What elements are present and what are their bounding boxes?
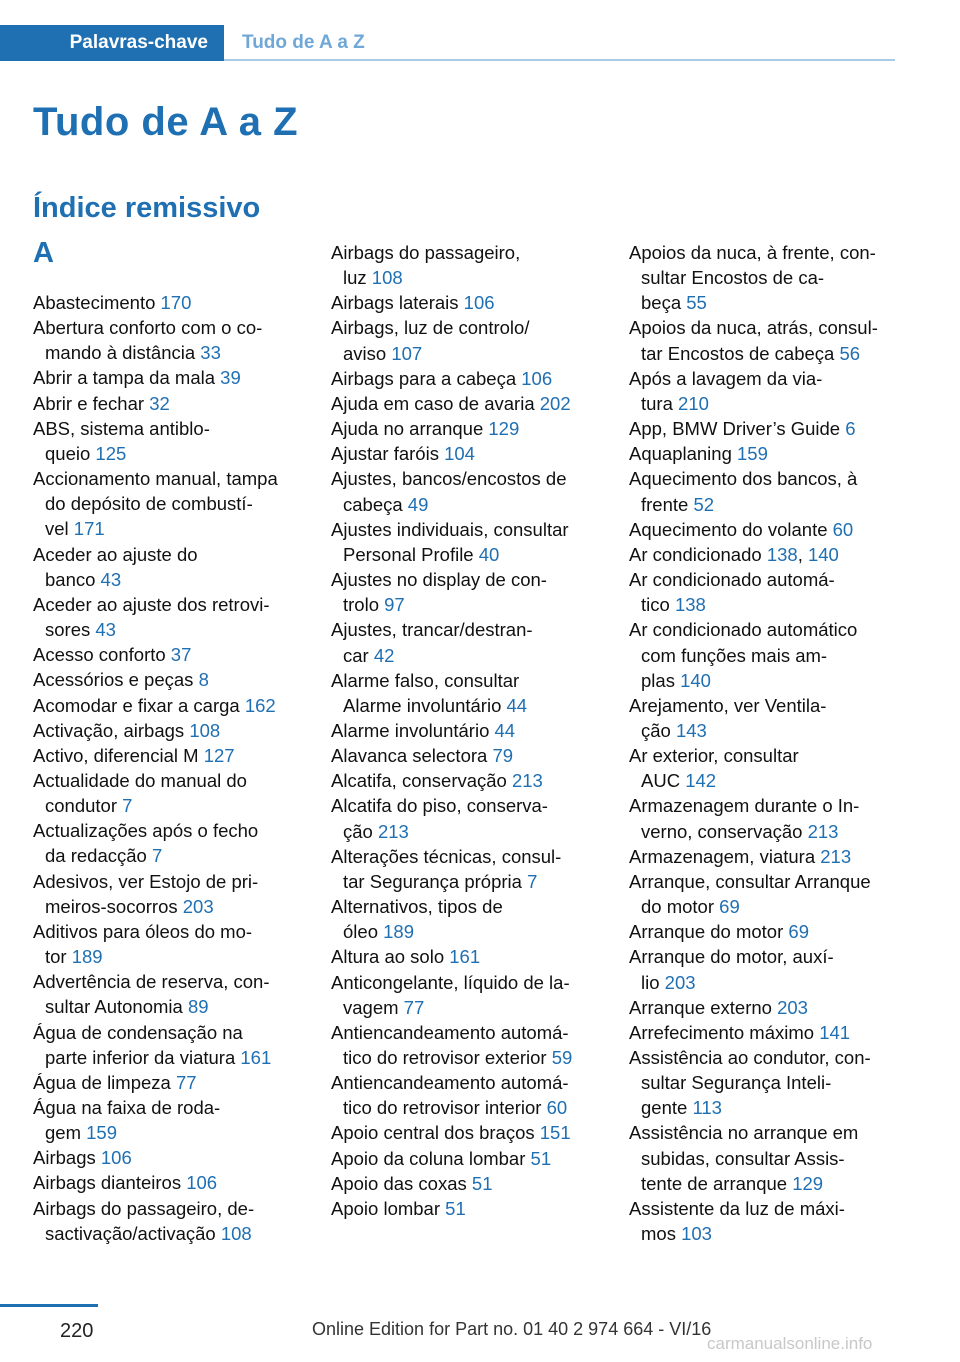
index-entry — [331, 290, 609, 315]
page-link[interactable]: 51 — [471, 1172, 493, 1194]
index-entry-text: Ajuda no arranque — [331, 418, 484, 440]
index-entry-text: cabeça — [343, 493, 403, 515]
index-entry — [331, 668, 609, 718]
index-entry-text: Apoios da nuca, à frente, con‐ — [629, 242, 876, 263]
page-link[interactable]: 52 — [693, 493, 715, 515]
page-link[interactable]: 107 — [391, 342, 423, 364]
index-entry-text: Airbags — [33, 1147, 96, 1169]
index-entry-text: Ar condicionado automá‐ — [629, 569, 835, 591]
index-entry — [33, 642, 311, 667]
index-entry-text: mando à distância — [45, 342, 196, 364]
index-entry-text: Água de condensação na — [33, 1021, 243, 1043]
page-link[interactable]: 210 — [678, 392, 709, 414]
page-link[interactable]: 125 — [95, 442, 127, 464]
page-link[interactable]: 55 — [686, 292, 707, 314]
index-entry-text: Após a lavagem da via‐ — [629, 367, 823, 389]
page-link[interactable]: 37 — [170, 644, 192, 666]
page-link[interactable]: 171 — [73, 518, 105, 540]
page-link[interactable]: 69 — [788, 921, 809, 943]
index-entry-text: sultar Segurança Inteli‐ — [641, 1072, 832, 1094]
index-entry — [33, 869, 311, 919]
index-entry — [33, 1095, 311, 1145]
index-entry — [629, 441, 901, 466]
index-entry — [331, 1146, 609, 1171]
page-link[interactable]: 97 — [384, 594, 405, 616]
index-entry-text: com funções mais am‐ — [641, 644, 828, 666]
index-entry-text: Anticongelante, líquido de la‐ — [331, 971, 570, 993]
tab-palavras-chave[interactable]: Palavras-chave — [0, 25, 224, 61]
page-link[interactable]: 143 — [675, 719, 707, 741]
index-entry-text: Aceder ao ajuste dos retrovi‐ — [33, 593, 270, 615]
index-entry-text: Arejamento, ver Ventila‐ — [629, 694, 827, 716]
page-link[interactable]: 6 — [845, 418, 856, 440]
page-link[interactable]: 189 — [71, 946, 103, 968]
index-entry-text: Alcatifa do piso, conserva‐ — [331, 795, 548, 817]
index-entry — [331, 466, 609, 516]
index-entry — [33, 818, 311, 868]
index-entry — [331, 944, 609, 969]
index-entry — [629, 466, 901, 516]
page-link[interactable]: 43 — [100, 568, 122, 590]
index-entry — [629, 315, 901, 365]
page-link[interactable]: 159 — [737, 443, 768, 465]
index-entry — [33, 315, 311, 365]
index-entry-text: tico do retrovisor interior — [343, 1097, 542, 1119]
index-entry-text: sultar Autonomia — [45, 996, 183, 1018]
index-entry — [331, 894, 609, 944]
page-link[interactable]: 213 — [511, 770, 543, 792]
index-column-1 — [33, 290, 311, 1246]
index-entry-text: Personal Profile — [343, 543, 474, 565]
index-entry-text: Advertência de reserva, con‐ — [33, 971, 270, 993]
page-link[interactable]: 141 — [819, 1021, 851, 1043]
page-link[interactable]: 106 — [100, 1147, 132, 1169]
index-entry-text: tente de arranque — [641, 1172, 788, 1194]
page-link[interactable]: 104 — [444, 443, 475, 465]
index-entry-text: Activação, airbags — [33, 719, 185, 741]
index-entry-text: Abertura conforto com o co‐ — [33, 317, 263, 339]
index-entry-text: óleo — [343, 921, 378, 943]
index-entry-text: Ajustar faróis — [331, 443, 439, 465]
index-entry-text: Aditivos para óleos do mo‐ — [33, 920, 253, 942]
index-column-3 — [629, 240, 901, 1246]
index-entry — [629, 995, 901, 1020]
index-entry — [33, 1020, 311, 1070]
index-entry-text: Altura ao solo — [331, 946, 445, 968]
index-entry-text: Actualidade do manual do — [33, 769, 247, 791]
index-entry — [629, 240, 901, 315]
page-link[interactable]: 79 — [492, 745, 514, 767]
index-entry — [629, 919, 901, 944]
index-entry-text: gente — [641, 1097, 688, 1119]
page-link[interactable]: 138 — [674, 594, 706, 616]
index-entry-text: Armazenagem, viatura — [629, 845, 816, 867]
index-entry-text: Acomodar e fixar a carga — [33, 694, 240, 716]
index-entry-text: tar Encostos de cabeça — [641, 342, 835, 364]
index-entry-text: vagem — [343, 996, 399, 1018]
index-entry — [331, 1070, 609, 1120]
index-entry — [331, 793, 609, 843]
page-link[interactable]: 108 — [189, 719, 221, 741]
index-entry — [331, 743, 609, 768]
index-entry — [629, 944, 901, 994]
index-entry-text: ção — [343, 820, 373, 842]
index-entry-text: Arranque, consultar Arranque — [629, 870, 871, 892]
page-link[interactable]: 203 — [664, 971, 696, 993]
page-link[interactable]: 106 — [186, 1172, 218, 1194]
page-link[interactable]: 129 — [488, 418, 520, 440]
page-link[interactable]: 77 — [175, 1071, 197, 1093]
index-entry — [629, 1120, 901, 1195]
page-link[interactable]: 7 — [122, 795, 133, 817]
index-entry — [331, 416, 609, 441]
index-entry-text: App, BMW Driver’s Guide — [629, 418, 841, 440]
index-entry-text: Adesivos, ver Estojo de pri‐ — [33, 870, 259, 892]
page-link[interactable]: 106 — [463, 292, 495, 314]
index-entry — [331, 970, 609, 1020]
page-link[interactable]: 140 — [807, 543, 839, 565]
header-tabs — [0, 25, 895, 61]
index-entry-text: luz — [343, 267, 367, 289]
section-title: Índice remissivo — [33, 192, 261, 224]
index-entry-text: Ajustes, bancos/encostos de — [331, 468, 567, 490]
page-link[interactable]: 202 — [539, 392, 571, 414]
page-link[interactable]: 159 — [86, 1122, 118, 1144]
page-link[interactable]: 108 — [371, 267, 403, 289]
index-entry-text: Airbags dianteiros — [33, 1172, 182, 1194]
index-entry-text: Alarme involuntário — [343, 694, 502, 716]
index-entry-text: Alcatifa, conservação — [331, 770, 507, 792]
index-entry-text: Acessórios e peças — [33, 669, 194, 691]
index-entry — [33, 693, 311, 718]
page-link[interactable]: 203 — [182, 895, 214, 917]
page-link[interactable]: 189 — [383, 921, 414, 943]
index-entry — [629, 416, 901, 441]
index-entry — [33, 768, 311, 818]
index-entry-text: Ar condicionado — [629, 543, 762, 565]
index-entry-text: Abastecimento — [33, 292, 156, 313]
page-link[interactable]: 89 — [187, 996, 209, 1018]
index-entry — [331, 441, 609, 466]
index-entry-text: Airbags laterais — [331, 292, 459, 314]
page-link[interactable]: 56 — [839, 342, 861, 364]
page-link[interactable]: 51 — [530, 1147, 552, 1169]
index-entry-text: Ajustes, trancar/destran‐ — [331, 619, 533, 641]
index-entry — [33, 1196, 311, 1246]
index-entry-text: Aquecimento do volante — [629, 518, 828, 540]
index-entry-text: ABS, sistema antiblo‐ — [33, 417, 210, 439]
index-entry-text: Acesso conforto — [33, 644, 166, 666]
index-entry — [33, 969, 311, 1019]
page-link[interactable]: 7 — [527, 870, 538, 892]
index-entry — [33, 1170, 311, 1195]
index-entry-text: Abrir e fechar — [33, 392, 145, 414]
page-link[interactable]: 103 — [681, 1223, 712, 1245]
index-entry-text: subidas, consultar Assis‐ — [641, 1147, 845, 1169]
page-link[interactable]: 213 — [377, 820, 409, 842]
index-entry-text: plas — [641, 669, 675, 691]
index-entry — [629, 366, 901, 416]
index-entry — [33, 1070, 311, 1095]
page-link[interactable]: 170 — [160, 292, 192, 313]
page-link[interactable]: 44 — [494, 719, 516, 741]
index-entry — [629, 567, 901, 617]
index-entry — [33, 1145, 311, 1170]
index-entry — [629, 844, 901, 869]
index-entry-text: verno, conservação — [641, 820, 803, 842]
index-entry — [629, 869, 901, 919]
index-entry-text: Apoios da nuca, atrás, consul‐ — [629, 317, 878, 339]
index-entry-text: parte inferior da viatura — [45, 1046, 236, 1068]
index-entry-text: Antiencandeamento automá‐ — [331, 1072, 569, 1094]
page-link[interactable]: 32 — [149, 392, 170, 414]
index-entry-text: Actualizações após o fecho — [33, 820, 259, 842]
index-entry-text: Água na faixa de roda‐ — [33, 1097, 221, 1118]
index-entry-text: Airbags para a cabeça — [331, 367, 517, 389]
page-link[interactable]: 203 — [777, 996, 808, 1018]
page-link[interactable]: 113 — [692, 1097, 722, 1119]
index-entry-text: aviso — [343, 342, 387, 364]
watermark: carmanualsonline.info — [707, 1334, 873, 1353]
index-entry-text: Ar condicionado automático — [629, 619, 858, 641]
index-entry — [331, 240, 609, 290]
index-entry — [331, 517, 609, 567]
page-number: 220 — [60, 1320, 94, 1342]
page-link[interactable]: 213 — [820, 845, 852, 867]
index-entry — [331, 844, 609, 894]
page-link[interactable]: 129 — [792, 1172, 824, 1194]
index-letter-heading: A — [33, 237, 54, 269]
index-entry — [331, 567, 609, 617]
page-link[interactable]: 44 — [506, 694, 528, 716]
index-entry-text: Alarme involuntário — [331, 719, 490, 741]
index-entry-text: Arrefecimento máximo — [629, 1021, 815, 1043]
index-entry-text: Ajustes individuais, consultar — [331, 518, 569, 540]
page-link[interactable]: 127 — [203, 744, 235, 766]
index-entry-text: condutor — [45, 795, 117, 817]
index-entry-text: do depósito de combustí‐ — [45, 493, 253, 515]
page-link[interactable]: 108 — [220, 1222, 252, 1244]
index-entry — [629, 1045, 901, 1120]
index-entry — [331, 1171, 609, 1196]
index-entry-text: Alarme falso, consultar — [331, 669, 520, 691]
index-entry-text: lio — [641, 971, 660, 993]
page-link[interactable]: 69 — [719, 896, 740, 918]
index-entry — [33, 592, 311, 642]
index-entry-text: Accionamento manual, tampa — [33, 468, 278, 490]
index-entry-text: AUC — [641, 770, 681, 792]
index-entry-text: trolo — [343, 594, 379, 616]
index-entry — [331, 366, 609, 391]
index-entry-text: Antiencandeamento automá‐ — [331, 1021, 569, 1043]
page-link[interactable]: 60 — [832, 518, 854, 540]
index-entry-text: beça — [641, 292, 682, 314]
index-entry-text: Assistência ao condutor, con‐ — [629, 1047, 871, 1068]
index-entry-text: Airbags do passageiro, — [331, 242, 521, 263]
index-entry-text: vel — [45, 518, 69, 540]
tab-tudo-de-a-a-z[interactable]: Tudo de A a Z — [242, 32, 365, 53]
index-entry — [33, 290, 311, 315]
header-divider — [224, 59, 895, 61]
index-entry-text: Apoio da coluna lombar — [331, 1147, 526, 1169]
index-entry — [331, 315, 609, 365]
index-entry — [33, 919, 311, 969]
index-entry-text: sores — [45, 619, 91, 641]
page-link[interactable]: 60 — [546, 1097, 568, 1119]
page-link[interactable]: 161 — [240, 1046, 272, 1068]
index-entry-text: tura — [641, 392, 673, 414]
index-entry — [629, 1020, 901, 1045]
page-link[interactable]: 49 — [407, 493, 429, 515]
footer-rule — [0, 1304, 98, 1307]
index-entry-text: banco — [45, 568, 96, 590]
index-entry-text: Airbags do passageiro, de‐ — [33, 1197, 255, 1219]
page-link[interactable]: 77 — [403, 996, 425, 1018]
page-title: Tudo de A a Z — [33, 100, 298, 144]
page-link[interactable]: 33 — [200, 342, 221, 364]
index-entry — [629, 743, 901, 793]
page-link[interactable]: 106 — [521, 367, 553, 389]
index-entry-text: do motor — [641, 896, 715, 918]
index-entry-text: sultar Encostos de ca‐ — [641, 267, 825, 289]
index-entry-text: tar Segurança própria — [343, 870, 522, 892]
index-entry — [33, 667, 311, 692]
index-entry-text: Activo, diferencial M — [33, 744, 199, 766]
index-entry — [629, 693, 901, 743]
index-entry-text: Arranque do motor — [629, 921, 784, 943]
index-entry: Ar condicionado 138, 140 — [629, 543, 839, 565]
index-entry — [629, 1196, 901, 1246]
index-entry-text: meiros-socorros — [45, 895, 178, 917]
index-entry-text: da redacção — [45, 845, 147, 867]
page-link[interactable]: 142 — [685, 770, 717, 792]
index-entry — [33, 743, 311, 768]
index-entry-text: Apoio central dos braços — [331, 1122, 535, 1144]
index-entry-text: sactivação/activação — [45, 1222, 216, 1244]
index-entry — [33, 466, 311, 541]
page-link[interactable]: 43 — [95, 619, 116, 641]
page-link[interactable]: 140 — [680, 669, 711, 691]
index-entry — [33, 542, 311, 592]
index-entry-text: tor — [45, 946, 67, 968]
index-entry — [331, 768, 609, 793]
index-entry-text: Arranque do motor, auxí‐ — [629, 946, 834, 968]
index-entry — [331, 1120, 609, 1145]
index-entry — [629, 793, 901, 843]
index-entry-text: Aquecimento dos bancos, à — [629, 468, 858, 490]
index-entry-text: Abrir a tampa da mala — [33, 367, 216, 389]
index-entry-text: mos — [641, 1223, 676, 1245]
index-entry-text: tico — [641, 594, 670, 616]
index-entry — [331, 391, 609, 416]
index-entry-text: frente — [641, 493, 689, 515]
index-entry — [33, 416, 311, 466]
index-entry — [331, 1196, 609, 1221]
page-link[interactable]: 51 — [445, 1197, 466, 1219]
index-entry-text: Alterações técnicas, consul‐ — [331, 845, 562, 867]
page-link[interactable]: 213 — [807, 820, 839, 842]
edition-note: Online Edition for Part no. 01 40 2 974 664 - VI/16 — [312, 1319, 712, 1339]
page-link[interactable]: 39 — [220, 367, 241, 389]
index-entry — [331, 617, 609, 667]
index-entry-text: Armazenagem durante o In‐ — [629, 795, 860, 817]
index-entry — [331, 718, 609, 743]
index-entry-text: Arranque externo — [629, 996, 772, 1018]
index-entry-text: Ar exterior, consultar — [629, 745, 799, 767]
index-column-2 — [331, 240, 609, 1221]
page-link[interactable]: 7 — [151, 845, 163, 867]
index-entry-text: Ajuda em caso de avaria — [331, 392, 535, 414]
index-entry-text: tico do retrovisor exterior — [343, 1047, 547, 1068]
index-entry — [629, 617, 901, 692]
index-entry-text: Apoio lombar — [331, 1197, 441, 1219]
index-entry-text: Airbags, luz de controlo/ — [331, 317, 530, 339]
index-entry-text: Assistência no arranque em — [629, 1122, 859, 1144]
page-link[interactable]: 40 — [478, 543, 500, 565]
index-entry — [33, 365, 311, 390]
index-entry-text: Aceder ao ajuste do — [33, 543, 198, 565]
index-entry-text: queio — [45, 442, 91, 464]
page-link[interactable]: 8 — [198, 669, 209, 691]
page-link[interactable]: 161 — [449, 946, 481, 968]
index-entry-text: gem — [45, 1122, 81, 1144]
index-entry-text: Ajustes no display de con‐ — [331, 569, 547, 591]
index-entry — [33, 391, 311, 416]
page-link[interactable]: 162 — [244, 694, 276, 716]
index-entry-text: Alternativos, tipos de — [331, 896, 503, 918]
page-link[interactable]: 138 — [766, 543, 798, 565]
index-entry-text: ção — [641, 719, 671, 741]
index-entry-text: Assistente da luz de máxi‐ — [629, 1197, 845, 1219]
index-entry — [629, 517, 901, 542]
index-entry-text: Apoio das coxas — [331, 1172, 467, 1194]
index-entry-text: Aquaplaning — [629, 443, 732, 465]
index-entry — [331, 1020, 609, 1070]
page-link[interactable]: 42 — [373, 644, 395, 666]
index-entry-text: Alavanca selectora — [331, 745, 488, 767]
index-entry-text: Água de limpeza — [33, 1071, 171, 1093]
page-link[interactable]: 151 — [539, 1122, 571, 1144]
page-link[interactable]: 59 — [551, 1047, 573, 1068]
index-entry — [33, 718, 311, 743]
index-entry-text: car — [343, 644, 369, 666]
